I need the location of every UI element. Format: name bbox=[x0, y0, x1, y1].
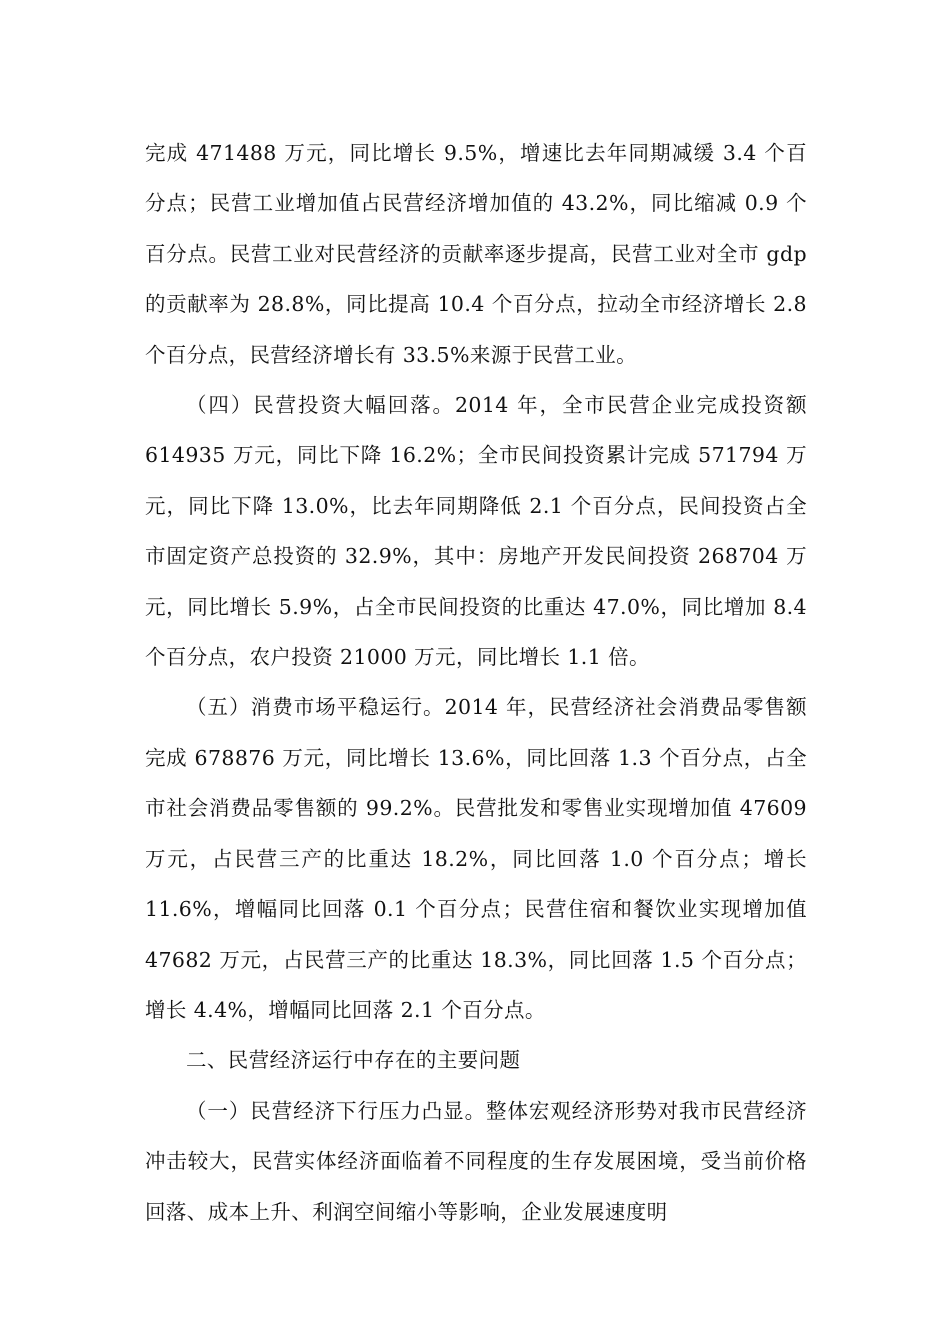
paragraph-private-investment: （四）民营投资大幅回落。2014 年，全市民营企业完成投资额 614935 万元，同比下降 16.2%；全市民间投资累计完成 571794 万元，同比下降 13.0%，比去年同期降低 2.1 个百分点，民间投资占全市固定资产总投资的 32.9%，其中：房地产开发民间投资 268704 万元，同比增长 5.9%，占全市民间投资的比重达 47.0%，同比增加 8.4 个百分点，农户投资 21000 万元，同比增长 1.1 倍。 bbox=[145, 393, 807, 670]
document-body bbox=[145, 128, 807, 1237]
paragraph-downward-pressure: （一）民营经济下行压力凸显。整体宏观经济形势对我市民营经济冲击较大，民营实体经济面临着不同程度的生存发展困境，受当前价格回落、成本上升、利润空间缩小等影响，企业发展速度明 bbox=[145, 1098, 807, 1224]
paragraph-consumer-market: （五）消费市场平稳运行。2014 年，民营经济社会消费品零售额完成 678876 万元，同比增长 13.6%，同比回落 1.3 个百分点，占全市社会消费品零售额的 99.2%。民营批发和零售业实现增加值 47609 万元，占民营三产的比重达 18.2%，同比回落 1.0 个百分点；增长 11.6%，增幅同比回落 0.1 个百分点；民营住宿和餐饮业实现增加值 47682 万元，占民营三产的比重达 18.3%，同比回落 1.5 个百分点；增长 4.4%，增幅同比回落 2.1 个百分点。 bbox=[145, 695, 807, 1022]
paragraph-industry-continued: 完成 471488 万元，同比增长 9.5%，增速比去年同期减缓 3.4 个百分点；民营工业增加值占民营经济增加值的 43.2%，同比缩减 0.9 个百分点。民营工业对民营经济的贡献率逐步提高，民营工业对全市 gdp 的贡献率为 28.8%，同比提高 10.4 个百分点，拉动全市经济增长 2.8 个百分点，民营经济增长有 33.5%来源于民营工业。 bbox=[145, 141, 807, 367]
section-heading-main-problems: 二、民营经济运行中存在的主要问题 bbox=[186, 1048, 521, 1073]
